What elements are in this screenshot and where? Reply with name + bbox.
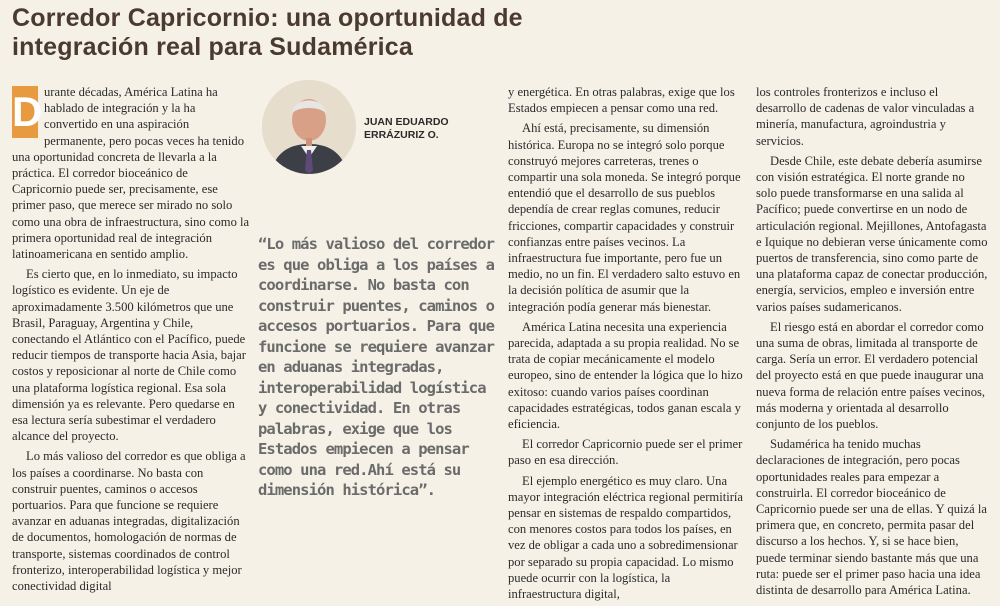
paragraph-3: Lo más valioso del corredor es que obliga a los países a coordinarse. No basta con construir puentes, caminos o accesos portuarios. Para que funcione se requiere avanzar en aduanas integradas, digitalización de documentos, homologación de normas de transporte, sistemas coordinados de control fronterizo, interoperabilidad logística y mejor conectividad digital xyxy=(12,449,246,594)
paragraph-12: Sudamérica ha tenido muchas declaraciones de integración, pero pocas oportunidades reales para empezar a construirla. El corredor bioceánico de Capricornio puede ser una de ellas. Y quizá la primera que, en concreto, permita pasar del discurso a los hechos. Y, si se hace bien, puede terminar siendo bastante más que una ruta: puede ser el primer paso hacia una idea distinta de desarrollo para América Latina. xyxy=(756,437,987,598)
column-2 xyxy=(508,84,744,606)
paragraph-11: El riesgo está en abordar el corredor como una suma de obras, limitada al transporte de carga. Sería un error. El verdadero potencial del proyecto está en que puede inaugurar una nueva forma de relación entre países vecinos, más moderna y orientada al desarrollo conjunto de los pueblos. xyxy=(756,319,986,432)
paragraph-10: Desde Chile, este debate debería asumirse con visión estratégica. El norte grande no solo puede transformarse en una salida al Pacífico; puede convertirse en un nodo de articulación regional. Mejillones, Antofagasta e Iquique no debieran verse únicamente como puertos de transferencia, sino como parte de una plataforma capaz de conectar producción, energía, servicios, empleo e inversión entre varios países sudamericanos. xyxy=(756,153,988,314)
headline-line-1: Corredor Capricornio: una oportunidad de xyxy=(12,4,523,32)
drop-cap: D xyxy=(12,86,38,138)
headline-line-2: integración real para Sudamérica xyxy=(12,33,414,61)
author-first-name: JUAN EDUARDO xyxy=(364,116,449,128)
paragraph-9: los controles fronterizos e incluso el desarrollo de cadenas de valor vinculadas a minería, manufactura, agroindustria y servicios. xyxy=(756,85,975,148)
paragraph-6: América Latina necesita una experiencia parecida, adaptada a su propia realidad. No se trata de copiar mecánicamente el modelo europeo, sino de entender la lógica que lo hizo exitoso: cuando varios países coordinan capacidades estratégicas, todos ganan escala y eficiencia. xyxy=(508,319,743,432)
author-portrait xyxy=(262,80,356,174)
paragraph-1: D urante décadas, América Latina ha hablado de integración y la ha convertido en una aspiración permanente, pero pocas veces ha tenido una oportunidad concreta de llevarla a la práctica. El corredor bioceánico de Capricornio puede ser, precisamente, ese primer paso, que merece ser mirado no solo como una obra de infraestructura, sino como la primera oportunidad real de integración latinoamericana en sentido amplio. xyxy=(12,85,250,262)
paragraph-7: El corredor Capricornio puede ser el primer paso en esa dirección. xyxy=(508,437,743,468)
paragraph-4: y energética. En otras palabras, exige que los Estados empiecen a pensar como una red. xyxy=(508,85,735,116)
paragraph-8: El ejemplo energético es muy claro. Una mayor integración eléctrica regional permitiría pensar en sistemas de respaldo compartidos, con menores costos para todos los países, en vez de obligar a cada uno a sobredimensionar por separado su propia capacidad. Lo mismo puede ocurrir con la logística, la infraestructura digital, xyxy=(508,473,743,602)
column-3 xyxy=(756,84,988,602)
paragraph-5: Ahí está, precisamente, su dimensión histórica. Europa no se integró solo porque construyó mejores carreteras, trenes o compartir una sola moneda. Se integró porque entendió que el desarrollo de sus pueblos dependía de crear reglas comunes, reducir fricciones, compartir capacidades y construir confianzas entre países vecinos. La infraestructura fue importante, pero fue un medio, no un fin. El verdadero salto estuvo en la decisión política de asumir que la integración podía generar más bienestar. xyxy=(508,121,741,314)
paragraph-2: Es cierto que, en lo inmediato, su impacto logístico es evidente. Un eje de aproximadamente 3.500 kilómetros que une Brasil, Paraguay, Argentina y Chile, conectando el Atlántico con el Pacífico, puede reducir tiempos de transporte hacia Asia, bajar costos y reposicionar al norte de Chile como una plataforma logística regional. Esa sola dimensión ya es relevante. Pero quedarse en esa lectura sería subestimar el verdadero alcance del proyecto. xyxy=(12,267,246,444)
pull-quote: “Lo más valioso del corredor es que obliga a los países a coordinarse. No basta con construir puentes, caminos o accesos portuarios. Para que funcione se requiere avanzar en aduanas integradas, interoperabilidad logística y conectividad. En otras palabras, exige que los Estados empiecen a pensar como una red.Ahí está su dimensión histórica”. xyxy=(258,235,495,499)
author-last-name: ERRÁZURIZ O. xyxy=(364,129,439,141)
column-1 xyxy=(12,84,250,598)
author-name xyxy=(364,116,449,142)
headline xyxy=(12,4,812,62)
author-box xyxy=(262,80,502,180)
